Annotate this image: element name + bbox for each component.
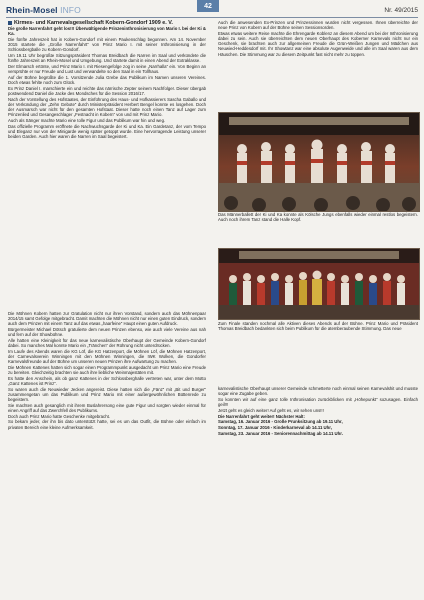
header-rule <box>6 17 418 18</box>
paragraph: Das offizielle Programm eröffnete die Nachwuchsgarde der Ki und Ka. Ein Gardetanz, der vom Tempo und Eleganz nur von der Minigarde wenig später getoppt wurde. Eine hervorragende Leistung unserer beiden Garden. Auch hier waren die Narren im Saal begeistert. <box>8 123 206 139</box>
paragraph: Alle hatten eine Kleinigkeit für das neue karnevalistische Oberhaupt der Gemeinde Kobern-Gondorf dabei. So manches Mal konnte Mario ein „Tränchen“ der Rührung nicht unterdrücken. <box>8 337 206 349</box>
paragraph: Die Möhnen Kattenes hatten sich sogar einen Programmpunkt ausgedacht um Prinz Mario eine Freude zu bereiten. Gleichzeitig brachten sie auch ihre liebliche Weinmajestäten mit. <box>8 364 206 376</box>
paragraph: Auf der Bühne begrüßte die 1. Vorsitzende Julia Grebe das Publikum im Namen unseren Vereines. Doch etwas fehlte noch zum Glück. <box>8 74 206 85</box>
article-column-left <box>8 20 206 140</box>
paragraph: Im Laufe des Abends waren die KG Löf, die KG Hatzenport, die Möhnen Löf, die Möhnen Hatzenport, der Carnevalsverein Winningen mit den Möhnen Winningen, die IWK Wolken, die Gondorfer Karnevalsfreunde auf der Bühne um unseren neuen Prinzen ihre Aufwartung zu machen. <box>8 348 206 365</box>
event-date: Samstag, 16. Januar 2016 - Große Prunksitzung ab 19.11 Uhr, <box>218 419 343 425</box>
paragraph: Nach der Vorstellung des Hofstaates, der Einführung des Haus- und Hofkassierers Sascha Gaballo und der Verkündung der „Zehn Gebote“ durch Ministerpräsident Herbert Bengel konnte es losgehen. Doch der Ausmarsch war nicht für den gesamten Hofstaat. Dieser hatte noch einen Tanz auf Lager zum Prinzenlied und Gesangeschlager „Festnacht in Kobern“ von und mit Prinz Mario. <box>8 96 206 118</box>
paragraph: Die Möhnen Kobern hatten zur Gratulation nicht nur ihren Vorstand, sondern auch das Möhnenpaar 2014/15 samt Gefolge mitgebracht. Damit machten die Möhnen nicht nur einen guten Eindruck, sondern auch dem Prinzen mit einem Tanz auf das etwas „haarfeine“ Haupt einen guten Aufdruck. <box>8 311 207 327</box>
paragraph: Die Narrenfahrt geht weiter! Nächster Halt: <box>218 413 305 419</box>
paragraph: Ex Prinz Daniel I. marschierte ein und reichte das närrische Zepter seinem Nachfolger. Dieser übergab postwendend Daniel die Jacke des Mondsches für die Session 2016/17. <box>8 85 206 96</box>
paragraph: Um 19.11 Uhr begrüßte Sitzungspräsident Thomas Breidbach die Narren im Saal und verkündete die fünfte Jahreszeit an Rhein-Mosel und Umgebung. Und startete damit in einen Abend der Extraklasse. <box>8 52 206 64</box>
paragraph: Doch auch Prinz Mario hatte Geschenke mitgebracht. <box>8 413 110 419</box>
publication-brand: Rhein-Mosel INFO <box>6 5 81 15</box>
paragraph: Es hatte den Anschein, als ob ganz Kattenes in der Schlossberghalle vertreten war, unter dem Motto „Ganz Kattenes ist Prinz“. <box>8 375 206 386</box>
event-date: Samstag, 23. Januar 2016 - Seniorennachmittag ab 14.11 Uhr. <box>218 430 343 436</box>
issue-number: Nr. 49/2015 <box>384 6 418 14</box>
article-title: Kirmes- und Karnevalsgesellschaft Kobern-Gondorf 1909 e. V. <box>8 20 206 26</box>
paragraph: Auch die anwesenden Ex-Prinzen und Prinzessinnen wurden nicht vergessen. Ihnen überreichte der neue Prinz von Kobern auf der Bühne seinen Sessionsorden. <box>218 20 418 31</box>
article-column-right-lower <box>218 386 418 437</box>
photo-maennerballett <box>218 112 420 212</box>
page-number: 42 <box>197 0 219 12</box>
article-subtitle: Die große Narrenfahrt geht los!!! Überwältigende Prinzeninthronisierung von Mario I. bei der Ki & Ka. <box>8 26 206 37</box>
paragraph: Bürgermeister Michael Dötsch gratulierte dem neuen Prinzen ebenso, wie auch viele Vereine aus nah und fern auf der Showbühne. <box>8 327 206 338</box>
paragraph: Der Elmarsch ertönte, und Prinz Mario I. mit Riesengefolge zog in seine „Narrhalla“ ein. Von Beginn an versprühte er nur Freude und Lust und verwandelte so den Saal in ein Tollhaus. <box>8 63 206 75</box>
article-column-left-lower <box>8 311 206 430</box>
event-date: Sonntag, 17. Januar 2016 - Kinderkarneval ab 14.11 Uhr, <box>218 425 332 431</box>
photo-caption: Zum Finale standen nochmal alle Aktiven dieses Abends auf der Bühne. Prinz Mario und Präsident Thomas Breidbach bedankten sich beim Publikum für die atemberaubende Stimmung. Das neue <box>218 321 418 332</box>
paragraph: Auch als Sänger machte Mario eine tolle Figur und das Publikum war hin und weg. <box>8 117 166 123</box>
photo-caption: Das Männerballett der Ki und Ka konnte als Kölsche Jungs ebenfalls wieder einmal restlos begeistern. Auch noch ihrem Tanz stand die Halle Kopf. <box>218 212 418 223</box>
bullet-square-icon <box>8 21 12 25</box>
paragraph: Etwas etwas weitere Reise machte die Ehrengarde Koblenz an diesem Abend um bei der Inthronisierung dabei zu sein. Auch sie überreichten dem neuen Oberhaupt des Koberner Karnevals nicht nur ein Geschenk, sie brachten auch zur allgemeinen Freude die Grün-Weißen Jungen und Mädchen aus Neuwied-Heddesdorf mit. Ihr Showtanz war eine absolute Augenweide und alle im Saal waren aus dem Häuschen. Die Stimmung war zu diesem Zeitpunkt fast nicht mehr zu toppen. <box>218 30 418 57</box>
paragraph: So konnten wir auf eine ganz tolle Inthronisation zurückblicken mit „Höhepunkt“ sozusagen. Einfach geil!!! <box>218 396 418 408</box>
paragraph: Die fünfte Jahreszeit hat in Kobern-Gondorf mit einem Paukenschlag begonnen. Am 14. November 2015 startete die „Große Narrenfahrt“ von Prinz Mario I. mit seiner Inthronisierung in der Schlossbergballe zu Kobern-Gondorf. <box>8 36 206 53</box>
paragraph: karnevalistische Oberhaupt unserer Gemeinde schmetterte noch einmal seinen Karnevalshit und musste sogar eine Zugabe geben. <box>218 386 418 397</box>
paragraph: Jetzt geht es gleich weiter! Auf geht es, wir sehen uns!!! <box>218 407 324 413</box>
paragraph: So bekam jeder, der ihn bis dato unterstützt hatte, sei es um das Outfit, die Bühne oder einfach im privaten Bereich eine kleine Aufmerksamkeit. <box>8 419 206 430</box>
photo-finale <box>218 248 420 320</box>
paragraph: So waren auch die Neuwieder Jecken angereist. Diese hatten sich die „Fänz“ mit „Bit und Burger“ zusammengetan um das Publikum und Prinz Mario mit einer außergewöhnlichen Büttenrede zu begeistern. <box>8 386 206 403</box>
paragraph: Sie machten auch gesanglich mit ihrem Buslahrersong eine gute Figur und sorgten wieder einmal für einen Angriff auf das Zwerchfell des Publikums. <box>8 402 206 413</box>
article-column-right <box>218 20 418 57</box>
